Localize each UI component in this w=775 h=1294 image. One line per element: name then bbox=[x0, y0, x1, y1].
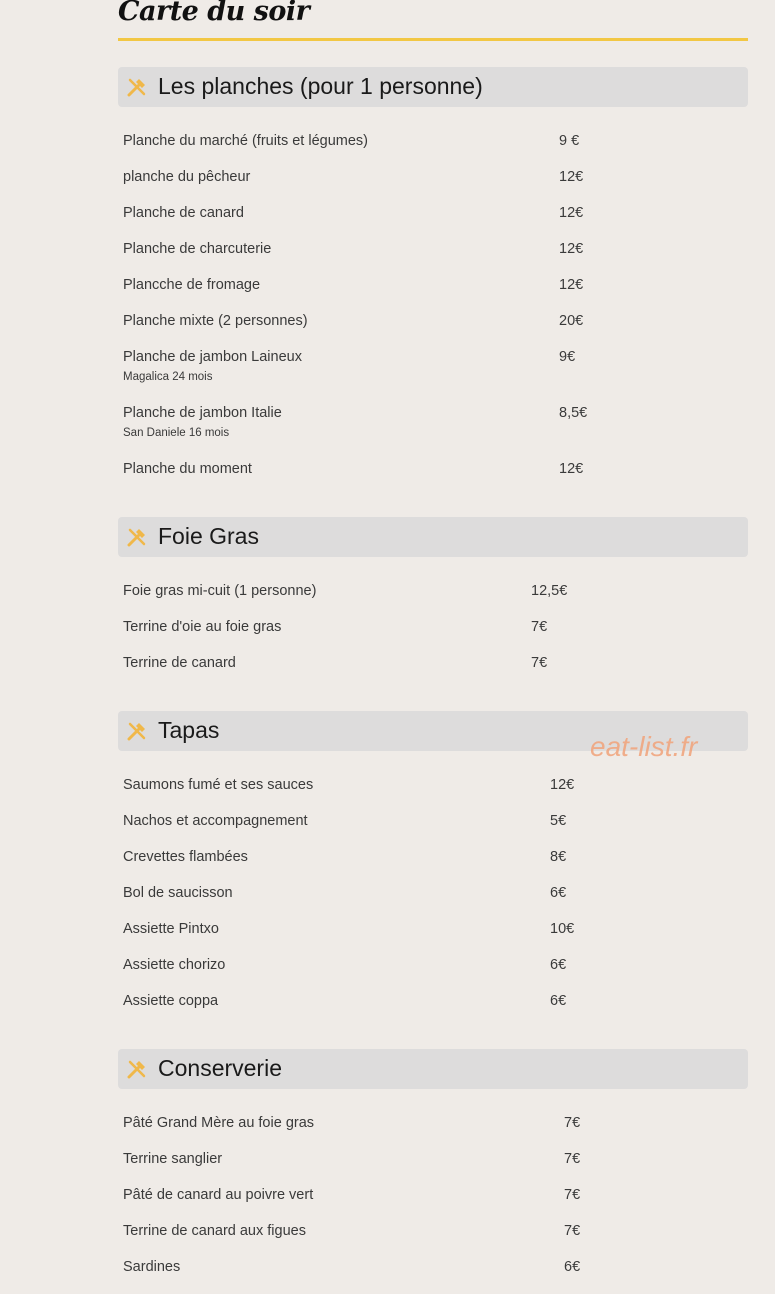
menu-item-name: Pâté de canard au poivre vert bbox=[123, 1187, 314, 1203]
menu-item-price: 7€ bbox=[531, 655, 548, 671]
menu-item-price: 9 € bbox=[559, 133, 580, 149]
menu-item-name: Foie gras mi-cuit (1 personne) bbox=[123, 583, 317, 599]
utensils-icon bbox=[126, 1058, 148, 1080]
menu-item-name: Planche de jambon Laineux bbox=[123, 349, 302, 365]
menu-item-name: Assiette coppa bbox=[123, 993, 219, 1009]
section-header-conserverie bbox=[118, 1049, 748, 1089]
menu-item-name: planche du pêcheur bbox=[123, 169, 251, 185]
menu-item-price: 20€ bbox=[559, 313, 584, 329]
menu-item-price: 12€ bbox=[550, 777, 575, 793]
utensils-icon bbox=[126, 720, 148, 742]
section-header-foie-gras bbox=[118, 517, 748, 557]
utensils-icon bbox=[126, 526, 148, 548]
menu-item-price: 7€ bbox=[564, 1223, 581, 1239]
page-title: Carte du soir bbox=[118, 0, 310, 27]
menu-item-price: 12€ bbox=[559, 241, 584, 257]
title-divider bbox=[118, 38, 748, 41]
section-title: Conserverie bbox=[158, 1055, 282, 1081]
menu-item-price: 6€ bbox=[550, 957, 567, 973]
menu-item-price: 7€ bbox=[564, 1115, 581, 1131]
menu-item-name: Pâté Grand Mère au foie gras bbox=[123, 1115, 315, 1131]
menu-item-price: 8,5€ bbox=[559, 405, 588, 421]
menu-item-name: Planche mixte (2 personnes) bbox=[123, 313, 308, 329]
utensils-icon bbox=[126, 76, 148, 98]
menu-item-name: Planche de canard bbox=[123, 205, 244, 221]
menu-item-name: Saumons fumé et ses sauces bbox=[123, 777, 314, 793]
section-title: Tapas bbox=[158, 717, 220, 743]
menu-item-price: 7€ bbox=[531, 619, 548, 635]
menu-item-name: Terrine sanglier bbox=[123, 1151, 223, 1167]
menu-item-subtitle: Magalica 24 mois bbox=[123, 371, 213, 383]
section-title: Foie Gras bbox=[158, 523, 259, 549]
menu-item-name: Terrine de canard bbox=[123, 655, 236, 671]
menu-item-name: Sardines bbox=[123, 1259, 181, 1275]
menu-item-price: 6€ bbox=[564, 1259, 581, 1275]
section-title: Les planches (pour 1 personne) bbox=[158, 73, 483, 99]
watermark: eat-list.fr bbox=[590, 731, 698, 762]
menu-item-price: 12,5€ bbox=[531, 583, 568, 599]
menu-item-price: 7€ bbox=[564, 1187, 581, 1203]
menu-item-price: 10€ bbox=[550, 921, 575, 937]
menu-item-price: 12€ bbox=[559, 461, 584, 477]
menu-item-name: Planche du marché (fruits et légumes) bbox=[123, 133, 368, 149]
menu-item-price: 9€ bbox=[559, 349, 576, 365]
menu-item-price: 12€ bbox=[559, 205, 584, 221]
menu-item-price: 8€ bbox=[550, 849, 567, 865]
menu-item-price: 12€ bbox=[559, 277, 584, 293]
menu-item-subtitle: San Daniele 16 mois bbox=[123, 427, 230, 439]
menu-item-name: Crevettes flambées bbox=[123, 849, 248, 865]
menu-item-price: 6€ bbox=[550, 885, 567, 901]
menu-item-price: 7€ bbox=[564, 1151, 581, 1167]
menu-item-name: Bol de saucisson bbox=[123, 885, 233, 901]
menu-item-price: 5€ bbox=[550, 813, 567, 829]
menu-item-name: Terrine de canard aux figues bbox=[123, 1223, 306, 1239]
menu-item-name: Assiette chorizo bbox=[123, 957, 226, 973]
menu-item-name: Planche de jambon Italie bbox=[123, 405, 282, 421]
menu-item-name: Terrine d'oie au foie gras bbox=[123, 619, 282, 635]
menu-item-price: 12€ bbox=[559, 169, 584, 185]
menu-item-name: Planche de charcuterie bbox=[123, 241, 272, 257]
menu-item-name: Assiette Pintxo bbox=[123, 921, 219, 937]
section-header-planches bbox=[118, 67, 748, 107]
menu-item-name: Planche du moment bbox=[123, 461, 252, 477]
menu-item-name: Plancche de fromage bbox=[123, 277, 261, 293]
menu-item-name: Nachos et accompagnement bbox=[123, 813, 308, 829]
menu-item-price: 6€ bbox=[550, 993, 567, 1009]
